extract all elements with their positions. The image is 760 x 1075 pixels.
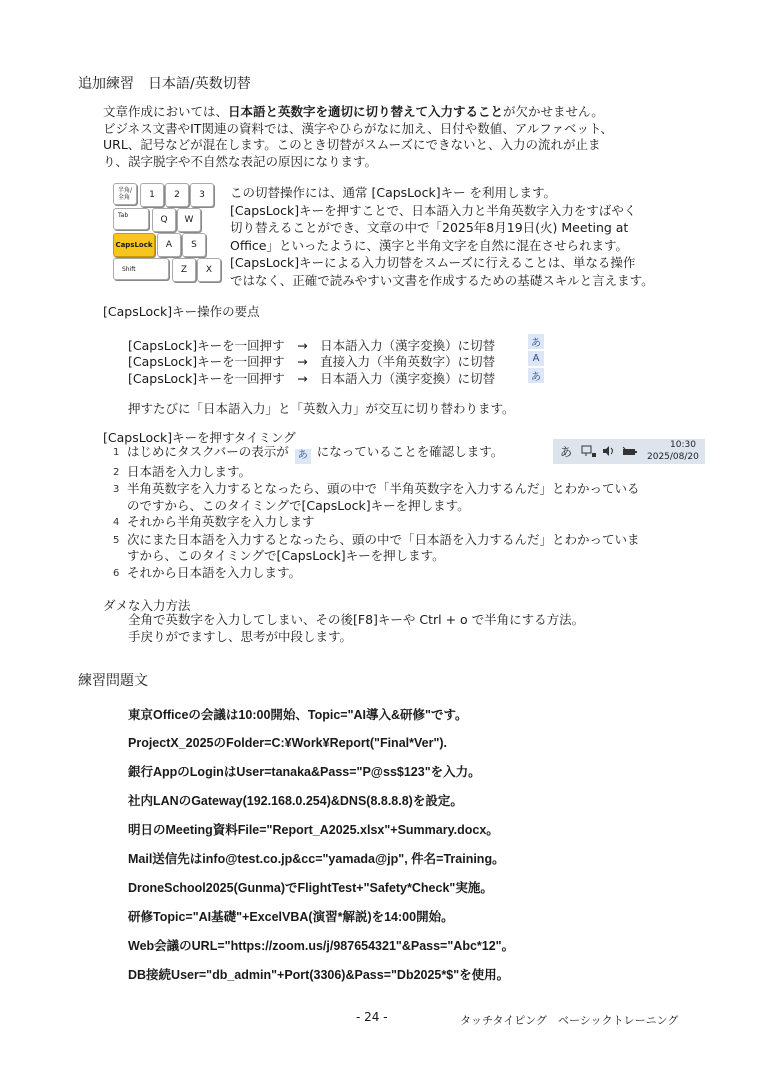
list-text: それから半角英数字を入力します: [127, 514, 315, 530]
exercise-item: 社内LANのGateway(192.168.0.254)&DNS(8.8.8.8)を設定。: [128, 794, 463, 808]
bad-method-text: [128, 612, 584, 645]
list-item: [113, 481, 693, 514]
key-z: Z: [172, 258, 196, 282]
intro-line: URL、記号などが混在します。このとき切替がスムーズにできないと、入力の流れが止ま: [103, 137, 601, 152]
list-number: 6: [113, 567, 120, 579]
ime-hiragana-icon: あ: [528, 334, 544, 349]
key-w: W: [177, 208, 201, 232]
points-line: [CapsLock]キーを一回押す → 日本語入力（漢字変換）に切替: [128, 338, 496, 353]
explanation-line: [CapsLock]キーによる入力切替をスムーズに行えることは、単なる操作: [230, 255, 636, 270]
explanation-line: 切り替えることができ、文章の中で「2025年8月19日(火) Meeting at: [230, 220, 629, 235]
capslock-explanation: [230, 184, 690, 289]
explanation-line: この切替操作には、通常 [CapsLock]キー を利用します。: [230, 185, 557, 200]
exercise-item: 明日のMeeting資料File="Report_A2025.xlsx"+Summary.docx。: [128, 823, 499, 837]
list-text: すから、このタイミングで[CapsLock]キーを押します。: [127, 548, 445, 564]
network-icon: [582, 446, 591, 453]
exercise-item: 東京Officeの会議は10:00開始、Topic="AI導入&研修"です。: [128, 708, 468, 722]
key-x: X: [197, 258, 221, 282]
exercise-item: Web会議のURL="https://zoom.us/j/987654321"&Pass="Abc*12"。: [128, 939, 515, 953]
list-item: [113, 464, 693, 482]
key-q: Q: [152, 208, 176, 232]
list-item: [113, 514, 693, 532]
bad-method-line: 手戻りがでますし、思考が中段します。: [128, 628, 353, 644]
section-heading: 追加練習 日本語/英数切替: [78, 76, 251, 92]
list-item: [113, 532, 693, 565]
taskbar-date: 2025/08/20: [647, 452, 699, 462]
points-heading: [CapsLock]キー操作の要点: [103, 304, 260, 319]
key-shift: Shift: [113, 258, 169, 280]
intro-text: が欠かせません。: [503, 104, 604, 119]
exercise-item: ProjectX_2025のFolder=C:¥Work¥Report("Final*Ver").: [128, 736, 448, 750]
footer-title: タッチタイピング ベーシックトレーニング: [460, 1014, 679, 1027]
exercise-heading: 練習問題文: [78, 673, 148, 689]
exercise-item: Mail送信先はinfo@test.co.jp&cc="yamada@jp", 件名=Training。: [128, 852, 505, 866]
list-text: 半角英数字を入力するとなったら、頭の中で「半角英数字を入力するんだ」とわかっている: [127, 481, 640, 497]
bad-method-line: 全角で英数字を入力してしまい、その後[F8]キーや Ctrl + o で半角にする方法。: [128, 612, 585, 627]
ime-hiragana-icon: あ: [528, 368, 544, 383]
key-3: 3: [190, 183, 214, 207]
list-number: 2: [113, 466, 120, 478]
intro-emphasis: 日本語と英数字を適切に切り替えて入力すること: [228, 104, 504, 119]
exercise-item: 研修Topic="AI基礎"+ExcelVBA(演習*解説)を14:00開始。: [128, 910, 454, 924]
timing-heading: [CapsLock]キーを押すタイミング: [103, 430, 296, 445]
list-number: 4: [113, 517, 120, 529]
key-capslock: CapsLock: [113, 233, 155, 257]
exercise-item: DroneSchool2025(Gunma)でFlightTest+"Safety*Check"実施。: [128, 881, 493, 895]
timing-list: [113, 444, 693, 582]
points-line: [CapsLock]キーを一回押す → 日本語入力（漢字変換）に切替: [128, 371, 496, 386]
keyboard-illustration: [113, 183, 223, 283]
key-tab: Tab: [113, 208, 149, 230]
tray-icons: [581, 445, 643, 459]
points-line: [CapsLock]キーを一回押す → 直接入力（半角英数字）に切替: [128, 354, 496, 369]
list-number: 5: [113, 534, 120, 546]
list-item: [113, 565, 693, 583]
taskbar-time: 10:30: [670, 440, 696, 450]
volume-icon: [603, 446, 609, 456]
intro-line: り、誤字脱字や不自然な表記の原因になります。: [103, 153, 378, 169]
ime-hiragana-icon: あ: [560, 445, 573, 459]
explanation-line: Office」といったように、漢字と半角文字を自然に混在させられます。: [230, 237, 628, 253]
key-a: A: [157, 233, 181, 257]
list-text: はじめにタスクバーの表示が: [127, 444, 289, 459]
intro-text: 文章作成においては、: [103, 104, 229, 119]
intro-line: ビジネス文書やIT関連の資料では、漢字やひらがなに加え、日付や数値、アルファベット、: [103, 120, 613, 136]
list-number: 3: [113, 484, 120, 496]
list-text: それから日本語を入力します。: [127, 564, 302, 580]
key-1: 1: [140, 183, 164, 207]
list-text: 日本語を入力します。: [127, 463, 252, 479]
key-hankaku: 半角/全角: [113, 183, 137, 205]
ime-hiragana-icon: あ: [295, 449, 311, 464]
list-number: 1: [113, 447, 120, 458]
bad-method-heading: ダメな入力方法: [103, 598, 191, 613]
battery-icon: [623, 449, 635, 455]
list-text: になっていることを確認します。: [316, 444, 504, 459]
exercise-item: 銀行AppのLoginはUser=tanaka&Pass="P@ss$123"を入力。: [128, 765, 481, 779]
page-number: - 24 -: [356, 1010, 388, 1024]
taskbar-image: [553, 439, 705, 464]
key-s: S: [182, 233, 206, 257]
explanation-line: ではなく、正確で読みやすい文書を作成するための基礎スキルと言えます。: [230, 272, 654, 288]
list-text: のですから、このタイミングで[CapsLock]キーを押します。: [127, 497, 470, 513]
explanation-line: [CapsLock]キーを押すことで、日本語入力と半角英数字入力をすばやく: [230, 202, 637, 218]
intro-paragraph: [103, 104, 683, 170]
key-2: 2: [165, 183, 189, 207]
list-text: 次にまた日本語を入力するとなったら、頭の中で「日本語を入力するんだ」とわかっていま: [127, 531, 640, 547]
points-note: 押すたびに「日本語入力」と「英数入力」が交互に切り替わります。: [128, 401, 515, 416]
ime-alpha-icon: A: [528, 351, 544, 366]
exercise-item: DB接続User="db_admin"+Port(3306)&Pass="Db2025*$"を使用。: [128, 968, 510, 982]
